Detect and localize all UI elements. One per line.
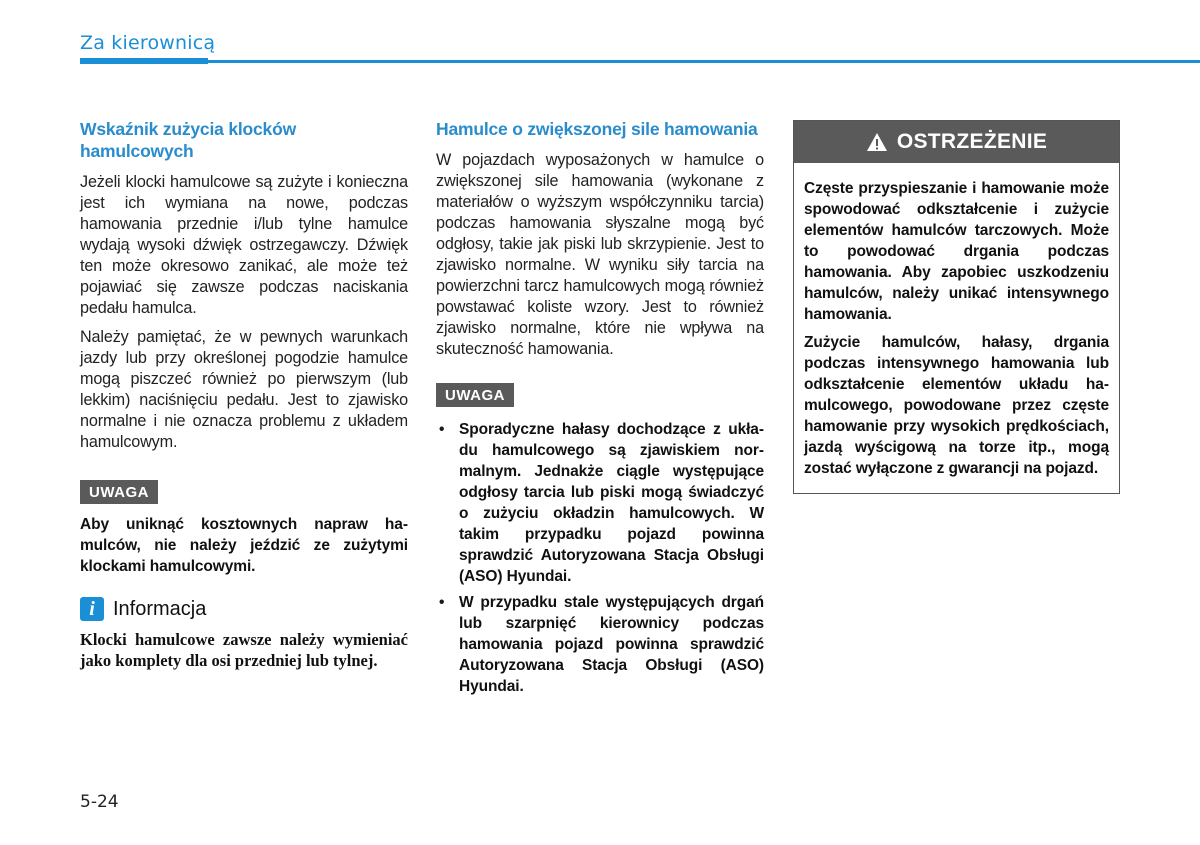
section-heading-high-friction-brakes: Hamulce o zwiększonej sile hamowania xyxy=(436,119,758,139)
info-text: Klocki hamulcowe zawsze należy wymieniać jako komplety dla osi przedniej lub tylnej. xyxy=(80,630,408,670)
warning-box xyxy=(793,120,1120,494)
header-rule-accent xyxy=(80,58,208,64)
bullet-text: W przypadku stale występujących drgań lub szarpnięć kierownicy podczas hamowania pojazd powinna sprawdzić Autoryzowana Stacja Obsługi (ASO) Hyundai. xyxy=(459,594,764,695)
bullet-icon: • xyxy=(439,594,445,611)
chapter-title: Za kierownicą xyxy=(80,32,216,54)
paragraph: Jeżeli klocki hamulcowe są zużyte i konieczna jest ich wymiana na nowe, podczas hamowania przednie i/lub tylne hamulce wydają wysoki dźwięk ostrzegawczy. Dźwięk ten może okresowo zanikać, ale może też pojawiać się zawsze podczas naciskania pedału hamulca. xyxy=(80,173,408,317)
warning-paragraph: Częste przyspieszanie i hamowanie może spowodować odkształcenie i zużycie elementów hamulców tarczowych. Może to powodować drgania podczas hamowania. Aby zapobiec uszkodzeniu hamulców, należy unikać intensywnego hamowania. xyxy=(804,180,1109,323)
paragraph: W pojazdach wyposażonych w hamulce o zwiększonej sile hamowania (wykonane z materiałów o wyższym współczynniku tarcia) podczas hamowania słyszalne mogą być odgłosy, takie jak piski lub skrzypienie. Jest to zjawisko normalne. W wyniku siły tarcia na powierzchni tarcz hamulcowych mogą również powstawać koliste wzory. Jest to również zjawisko normalne, które nie wpływa na skuteczność hamowania. xyxy=(436,151,764,358)
warning-triangle-icon xyxy=(866,132,888,152)
notice-badge: UWAGA xyxy=(436,383,514,407)
middle-column xyxy=(436,118,764,702)
info-icon: i xyxy=(80,597,104,621)
header-rule xyxy=(80,60,1200,63)
page-number: 5-24 xyxy=(80,792,119,812)
warning-title: OSTRZEŻENIE xyxy=(896,130,1048,153)
notice-badge-wrapper xyxy=(436,383,764,407)
warning-body xyxy=(794,163,1119,493)
list-item xyxy=(436,592,764,697)
warning-paragraph: Zużycie hamulców, hałasy, drgania podczas intensywnego hamowania lub odkształcenie elementów układu hamulcowego, powodowane przez częste hamowanie przy wysokich prędkościach, jazdą wyścigową na torze itp., mogą zostać wyłączone z gwarancji na pojazd. xyxy=(804,334,1109,477)
info-heading xyxy=(80,597,408,621)
notice-badge: UWAGA xyxy=(80,480,158,504)
paragraph: Należy pamiętać, że w pewnych warunkach jazdy lub przy określonej pogodzie hamulce mogą piszczeć również po pierwszym (lub lekkim) naciśnięciu pedału. Jest to zjawisko normalne i nie oznacza problemu z układem hamulcowym. xyxy=(80,328,408,451)
right-column xyxy=(793,120,1120,494)
bullet-icon: • xyxy=(439,421,445,438)
left-column xyxy=(80,118,408,671)
section-heading-brake-pad-wear: Wskaźnik zużycia klocków hamulcowych xyxy=(80,119,296,161)
warning-header xyxy=(794,121,1119,163)
notice-bullet-list xyxy=(436,419,764,697)
notice-badge-wrapper xyxy=(80,480,408,504)
bullet-text: Sporadyczne hałasy dochodzące z układu hamulcowego są zjawiskiem normalnym. Jednakże ciągle występujące odgłosy tarcia lub piski mogą świadczyć o zużyciu okładzin hamulcowych. W takim przypadku pojazd powinna sprawdzić Autoryzowana Stacja Obsługi (ASO) Hyundai. xyxy=(459,421,764,585)
notice-text: Aby uniknąć kosztownych napraw hamulców, nie należy jeździć ze zużytymi klockami hamulcowymi. xyxy=(80,516,408,575)
info-title: Informacja xyxy=(113,597,207,620)
list-item xyxy=(436,419,764,587)
